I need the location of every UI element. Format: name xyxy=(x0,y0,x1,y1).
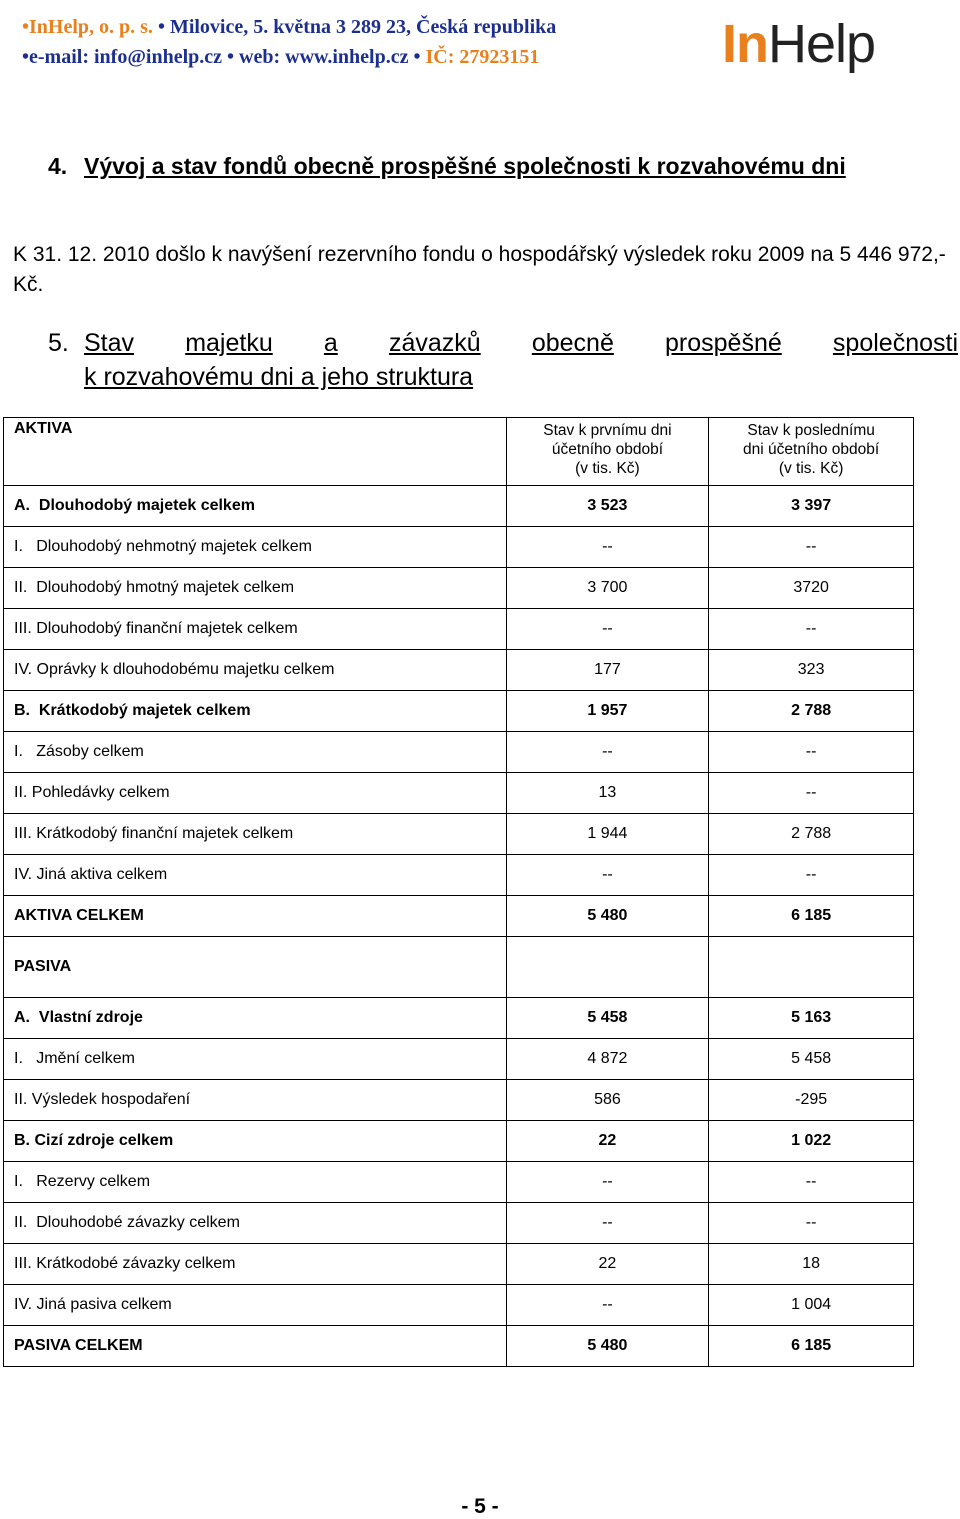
table-row xyxy=(4,998,914,1039)
table-row xyxy=(4,1203,914,1244)
row-label: A. Dlouhodobý majetek celkem xyxy=(4,486,507,527)
table-row xyxy=(4,691,914,732)
section-4-heading xyxy=(48,150,958,183)
row-last-day-value: 1 004 xyxy=(709,1285,914,1326)
section-5-title-word: závazků xyxy=(388,329,481,357)
table-row xyxy=(4,896,914,937)
row-first-day-value: -- xyxy=(506,527,709,568)
table-row xyxy=(4,1039,914,1080)
header-first-day-line: (v tis. Kč) xyxy=(575,460,640,477)
org-name: •InHelp, o. p. s. xyxy=(22,16,153,38)
section-5-title-line-1 xyxy=(84,326,958,360)
table-row xyxy=(4,855,914,896)
row-first-day-value: 3 523 xyxy=(506,486,709,527)
table-row xyxy=(4,1162,914,1203)
header-first-day-line: účetního období xyxy=(551,441,664,458)
table-row xyxy=(4,650,914,691)
section-5-title-word: Stav xyxy=(84,329,135,357)
row-label: B. Krátkodobý majetek celkem xyxy=(4,691,507,732)
table-row xyxy=(4,1244,914,1285)
row-label: I. Jmění celkem xyxy=(4,1039,507,1080)
table-row xyxy=(4,732,914,773)
row-first-day-value: 13 xyxy=(506,773,709,814)
row-last-day-value: 6 185 xyxy=(709,1326,914,1367)
section-5-title-word: majetku xyxy=(185,329,273,357)
row-first-day-value: 3 700 xyxy=(506,568,709,609)
row-last-day-value: 6 185 xyxy=(709,896,914,937)
row-label: I. Zásoby celkem xyxy=(4,732,507,773)
header-last-day-line: dni účetního období xyxy=(743,441,880,458)
row-first-day-value: -- xyxy=(506,732,709,773)
row-last-day-value: -- xyxy=(709,732,914,773)
row-first-day-value: 5 480 xyxy=(506,896,709,937)
row-label: IV. Oprávky k dlouhodobému majetku celkem xyxy=(4,650,507,691)
table-row xyxy=(4,568,914,609)
table-row xyxy=(4,609,914,650)
row-first-day-value: 1 944 xyxy=(506,814,709,855)
row-last-day-value: 3 397 xyxy=(709,486,914,527)
header-first-day xyxy=(506,418,709,486)
row-label: IV. Jiná pasiva celkem xyxy=(4,1285,507,1326)
section-4-title: Vývoj a stav fondů obecně prospěšné společnosti k rozvahovému dni xyxy=(84,153,846,179)
row-label: II. Výsledek hospodaření xyxy=(4,1080,507,1121)
table-row xyxy=(4,937,914,998)
row-last-day-value: -- xyxy=(709,527,914,568)
row-last-day-value: 18 xyxy=(709,1244,914,1285)
org-ic: IČ: 27923151 xyxy=(425,46,540,68)
row-label: III. Krátkodobý finanční majetek celkem xyxy=(4,814,507,855)
org-address: • Milovice, 5. května 3 289 23, Česká republika xyxy=(152,16,557,38)
table-row xyxy=(4,773,914,814)
header-last-day-line: (v tis. Kč) xyxy=(778,460,844,477)
row-first-day-value: -- xyxy=(506,855,709,896)
letterhead-line-1 xyxy=(22,12,556,42)
row-last-day-value: 3720 xyxy=(709,568,914,609)
letterhead xyxy=(22,12,556,72)
table-header-row xyxy=(4,418,914,486)
section-4-number: 4. xyxy=(48,153,68,179)
section-5-title-line-2: k rozvahovému dni a jeho struktura xyxy=(84,363,474,391)
row-first-day-value: 5 458 xyxy=(506,998,709,1039)
letterhead-line-2 xyxy=(22,42,556,72)
row-last-day-value: -- xyxy=(709,609,914,650)
logo-help: Help xyxy=(768,14,876,74)
row-last-day-value: 323 xyxy=(709,650,914,691)
row-first-day-value: -- xyxy=(506,1203,709,1244)
header-last-day xyxy=(709,418,914,486)
row-last-day-value: 5 163 xyxy=(709,998,914,1039)
section-5-title-word: prospěšné xyxy=(665,329,782,357)
header-last-day-line: Stav k poslednímu xyxy=(747,422,875,439)
page-number: - 5 - xyxy=(461,1495,499,1518)
section-5-title-word: společnosti xyxy=(832,329,958,357)
logo-in: In xyxy=(722,14,768,74)
row-last-day-value xyxy=(709,937,914,998)
row-last-day-value: 1 022 xyxy=(709,1121,914,1162)
row-label: III. Dlouhodobý finanční majetek celkem xyxy=(4,609,507,650)
row-label: PASIVA xyxy=(4,937,507,998)
org-contact: •e-mail: info@inhelp.cz • web: www.inhelp.cz • xyxy=(22,46,426,68)
row-last-day-value: -- xyxy=(709,1162,914,1203)
table-row xyxy=(4,814,914,855)
table-row xyxy=(4,1080,914,1121)
row-last-day-value: -- xyxy=(709,855,914,896)
table-row xyxy=(4,1121,914,1162)
section-5-number: 5. xyxy=(48,329,69,357)
row-first-day-value: 22 xyxy=(506,1244,709,1285)
section-5-title-word: a xyxy=(323,329,338,357)
row-label: II. Dlouhodobé závazky celkem xyxy=(4,1203,507,1244)
row-label: PASIVA CELKEM xyxy=(4,1326,507,1367)
section-5-heading xyxy=(48,326,958,394)
header-first-day-line: Stav k prvnímu dni xyxy=(543,422,672,439)
row-first-day-value: -- xyxy=(506,1285,709,1326)
row-label: B. Cizí zdroje celkem xyxy=(4,1121,507,1162)
row-last-day-value: 5 458 xyxy=(709,1039,914,1080)
row-label: II. Dlouhodobý hmotný majetek celkem xyxy=(4,568,507,609)
inhelp-logo xyxy=(722,14,875,74)
row-label: I. Rezervy celkem xyxy=(4,1162,507,1203)
row-first-day-value: 1 957 xyxy=(506,691,709,732)
section-5-title-word: obecně xyxy=(531,329,614,357)
row-label: IV. Jiná aktiva celkem xyxy=(4,855,507,896)
row-first-day-value: 22 xyxy=(506,1121,709,1162)
row-label: AKTIVA CELKEM xyxy=(4,896,507,937)
row-label: III. Krátkodobé závazky celkem xyxy=(4,1244,507,1285)
row-last-day-value: 2 788 xyxy=(709,691,914,732)
row-last-day-value: -- xyxy=(709,773,914,814)
row-first-day-value: -- xyxy=(506,1162,709,1203)
row-first-day-value: -- xyxy=(506,609,709,650)
row-first-day-value: 586 xyxy=(506,1080,709,1121)
fund-paragraph: K 31. 12. 2010 došlo k navýšení rezervního fondu o hospodářský výsledek roku 2009 na 5 446 972,- Kč. xyxy=(13,243,946,296)
table-row xyxy=(4,527,914,568)
table-row xyxy=(4,1285,914,1326)
balance-sheet-table xyxy=(3,417,914,1367)
table-row xyxy=(4,1326,914,1367)
row-first-day-value: 4 872 xyxy=(506,1039,709,1080)
row-label: I. Dlouhodobý nehmotný majetek celkem xyxy=(4,527,507,568)
row-first-day-value: 5 480 xyxy=(506,1326,709,1367)
row-last-day-value: -295 xyxy=(709,1080,914,1121)
row-last-day-value: -- xyxy=(709,1203,914,1244)
row-first-day-value xyxy=(506,937,709,998)
header-label: AKTIVA xyxy=(4,418,507,486)
table-row xyxy=(4,486,914,527)
row-label: A. Vlastní zdroje xyxy=(4,998,507,1039)
row-label: II. Pohledávky celkem xyxy=(4,773,507,814)
row-first-day-value: 177 xyxy=(506,650,709,691)
row-last-day-value: 2 788 xyxy=(709,814,914,855)
